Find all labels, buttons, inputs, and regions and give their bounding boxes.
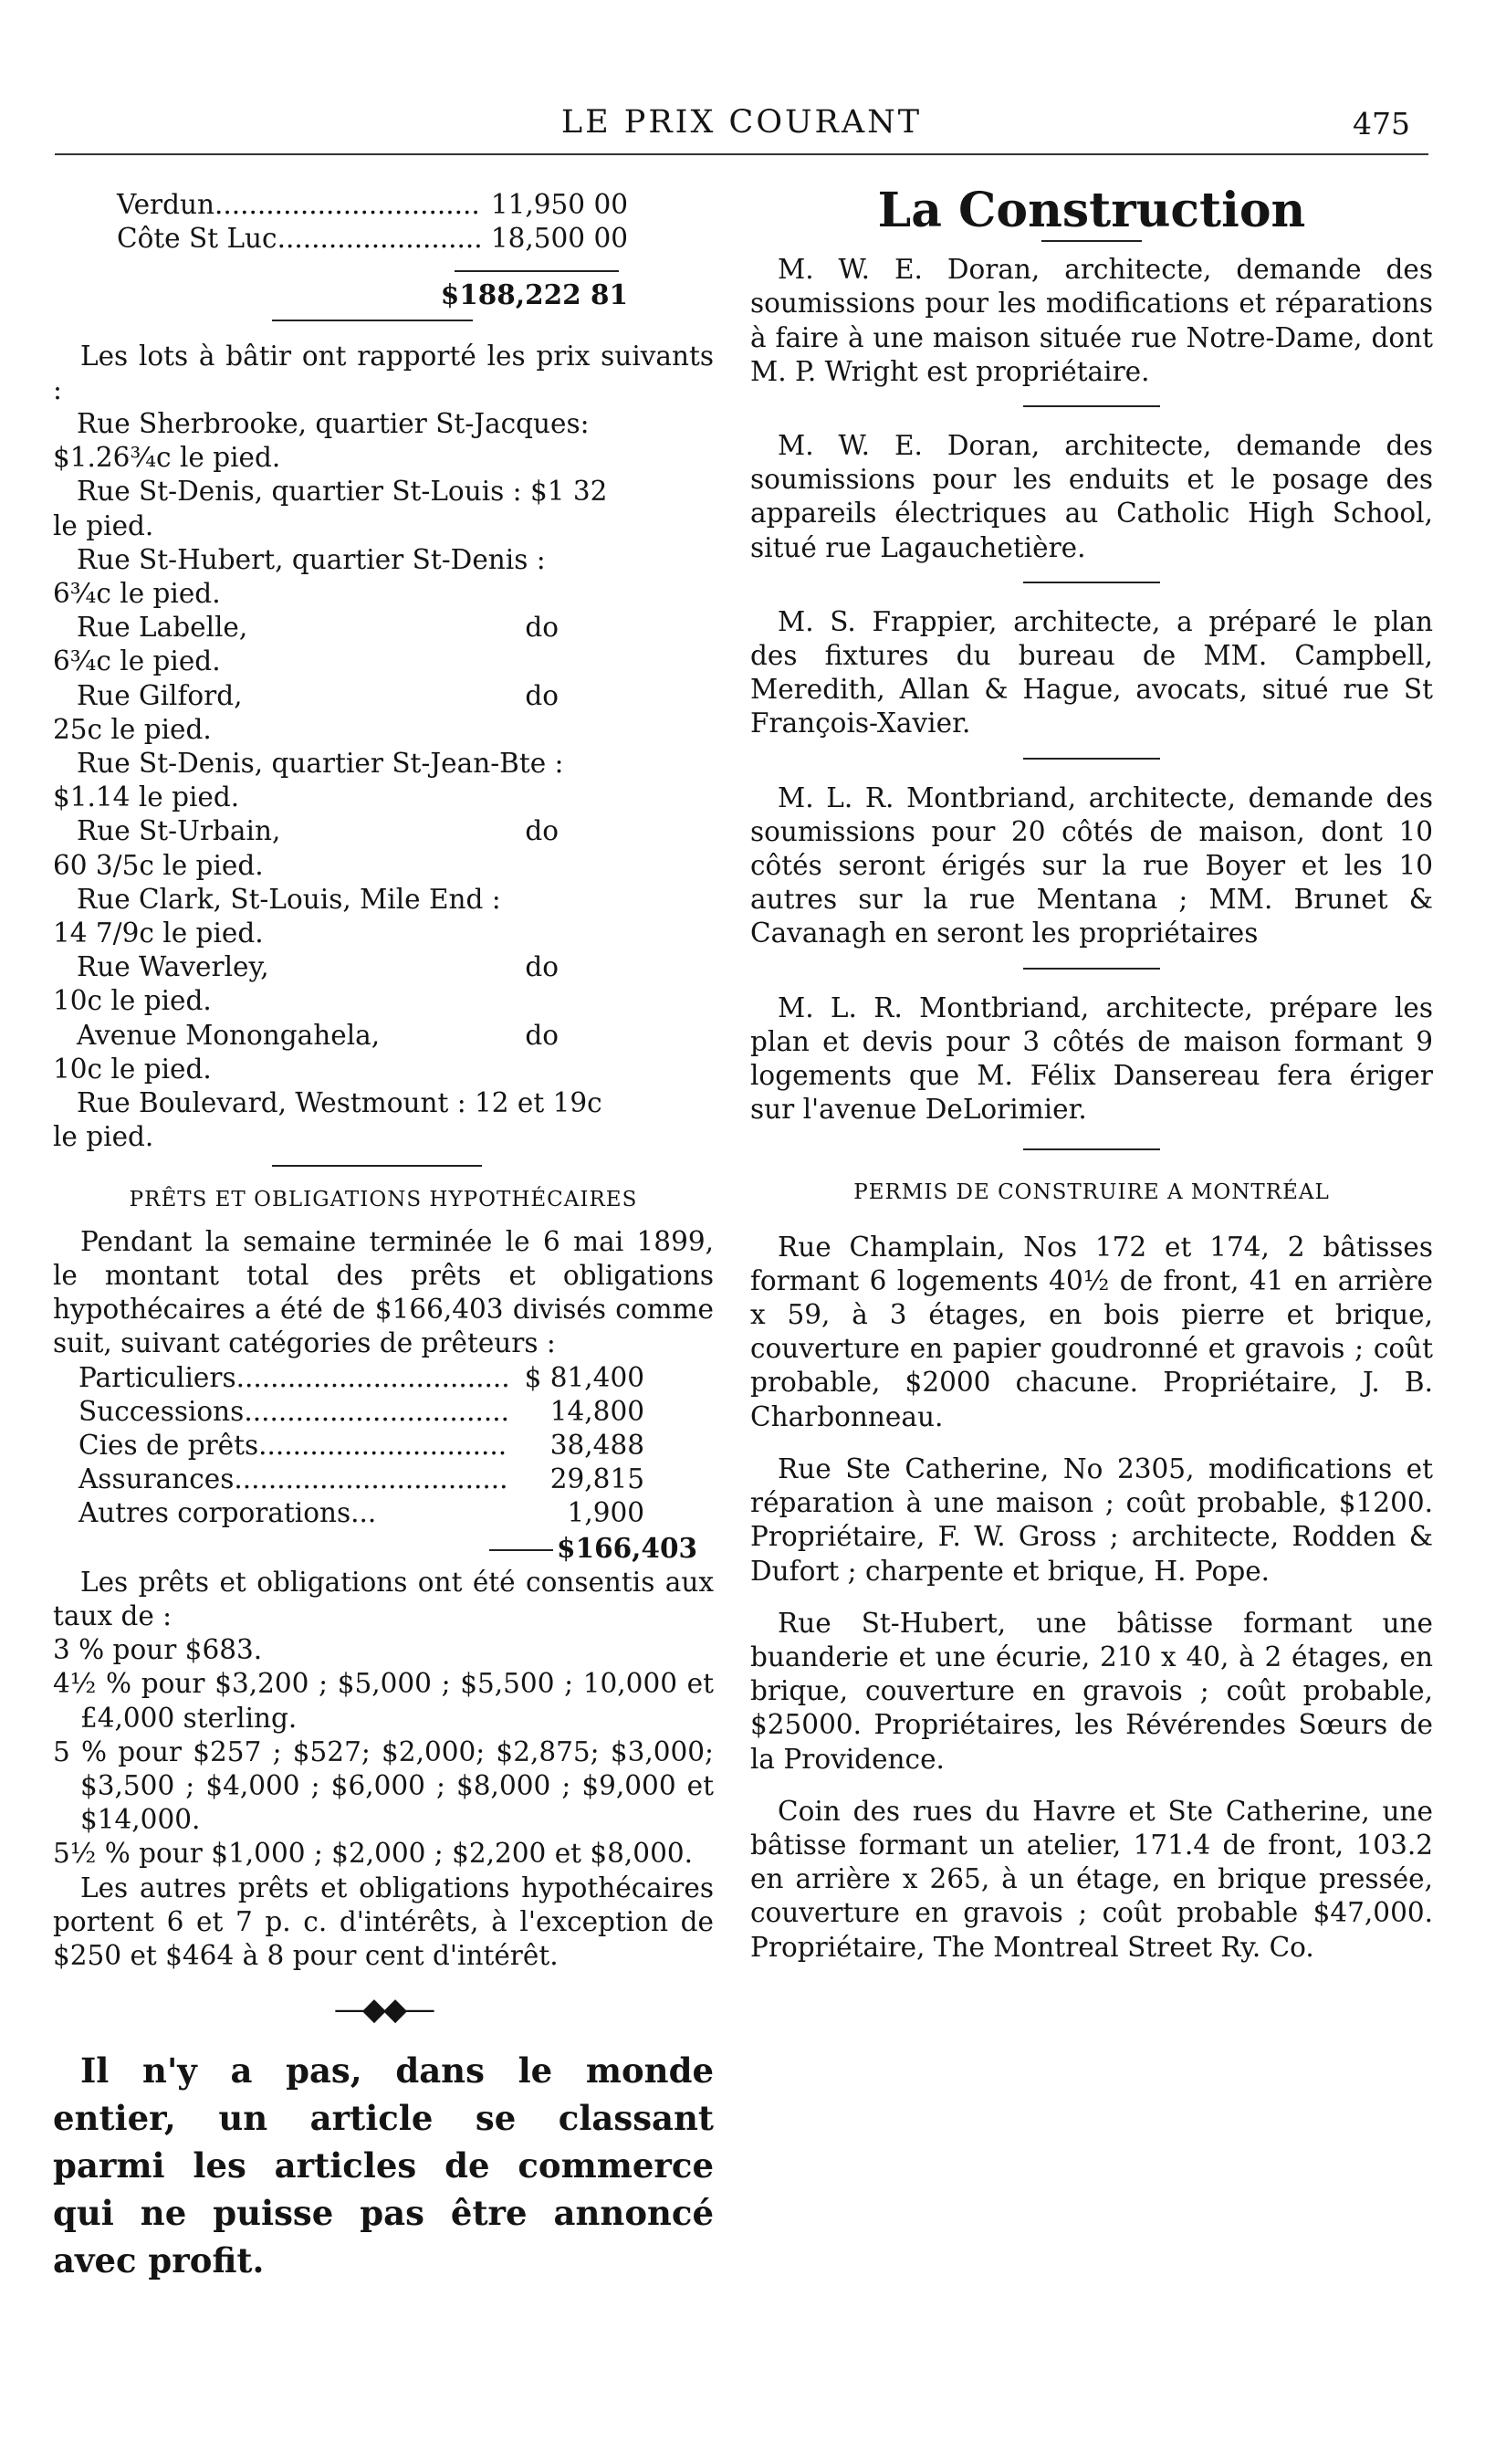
permits-heading: PERMIS DE CONSTRUIRE A MONTRÉAL bbox=[853, 1180, 1330, 1205]
lot-item: Rue Boulevard, Westmount : 12 et 19c bbox=[77, 1087, 602, 1119]
divider bbox=[1041, 240, 1142, 242]
construction-item: M. S. Frappier, architecte, a préparé le plan des fixtures du bureau de MM. Campbell, Meredith, Allan & Hague, avocats, situé rue St François-Xavier. bbox=[750, 605, 1433, 739]
running-title: LE PRIX COURANT bbox=[560, 104, 923, 141]
divider bbox=[1023, 1148, 1160, 1150]
rates-note: Les autres prêts et obligations hypothécaires portent 6 et 7 p. c. d'intérêts, à l'exception de $250 et $464 à 8 pour cent d'intérêt. bbox=[53, 1872, 714, 1971]
lot-item: Rue Sherbrooke, quartier St-Jacques: bbox=[77, 408, 590, 440]
lot-item: Rue Clark, St-Louis, Mile End : bbox=[77, 883, 501, 915]
divider bbox=[272, 1165, 482, 1167]
lot-item: Rue Waverley, do bbox=[77, 951, 559, 983]
lenders-total: $166,403 bbox=[53, 1531, 714, 1566]
construction-item: M. L. R. Montbriand, architecte, prépare les plan et devis pour 3 côtés de maison formant 9 logements que M. Félix Dansereau fera ériger sur l'avenue DeLorimier. bbox=[750, 991, 1433, 1126]
lot-item: Rue St-Denis, quartier St-Louis : $1 32 bbox=[77, 476, 608, 508]
lot-item: Rue St-Hubert, quartier St-Denis : bbox=[77, 543, 546, 575]
lot-item: Rue Labelle, do bbox=[77, 612, 559, 644]
construction-item: M. W. E. Doran, architecte, demande des soumissions pour les enduits et le posage des appareils électriques au Catholic High School, situé rue Lagauchetière. bbox=[750, 430, 1433, 563]
lot-item: Rue Gilford, do bbox=[77, 679, 559, 711]
page-header bbox=[55, 99, 1428, 155]
permit-item: Rue St-Hubert, une bâtisse formant une buanderie et une écurie, 210 x 40, à 2 étages, en brique, couverture en gravois ; coût probable, $25000. Propriétaires, les Révérendes Sœurs de la Providence. bbox=[750, 1607, 1433, 1775]
permit-item: Coin des rues du Havre et Ste Catherine, une bâtisse formant un atelier, 171.4 de front, 103.2 en arrière x 265, à un étage, en brique pressée, couverture en gravois ; coût probable $47,000. Propriétaire, The Montreal Street Ry. Co. bbox=[750, 1795, 1433, 1963]
lender-row: Successions ..... 14,800 bbox=[78, 1395, 672, 1429]
advertising-notice: Il n'y a pas, dans le monde entier, un article se classant parmi les articles de commerce qui ne puisse pas être annoncé avec profit. bbox=[53, 2050, 714, 2281]
sum-rule bbox=[455, 270, 619, 272]
loans-heading: PRÊTS ET OBLIGATIONS HYPOTHÉCAIRES bbox=[129, 1188, 638, 1212]
divider bbox=[1023, 758, 1160, 760]
permit-item: Rue Ste Catherine, No 2305, modifications et réparation à une maison ; coût probable, $1200. Propriétaire, F. W. Gross ; architecte, Rodden & Dufort ; charpente et brique, H. Pope. bbox=[750, 1452, 1433, 1587]
rates-intro: Les prêts et obligations ont été consentis aux taux de : bbox=[53, 1566, 714, 1631]
lender-row: Particuliers ..... $ 81,400 bbox=[78, 1361, 672, 1395]
divider bbox=[1023, 968, 1160, 970]
construction-item: M. W. E. Doran, architecte, demande des soumissions pour les modifications et réparations à faire à une maison située rue Notre-Dame, dont M. P. Wright est propriétaire. bbox=[750, 254, 1433, 387]
loans-intro: Pendant la semaine terminée le 6 mai 1899, le montant total des prêts et obligations hypothécaires a été de $166,403 divisés comme suit, suivant catégories de prêteurs : bbox=[53, 1225, 714, 1359]
construction-item: M. L. R. Montbriand, architecte, demande des soumissions pour 20 côtés de maison, dont 10 côtés seront érigés sur la rue Boyer et les 10 autres sur la rue Mentana ; MM. Brunet & Cavanagh en seront les propriétaires bbox=[750, 781, 1433, 949]
grand-total: $188,222 81 bbox=[440, 278, 628, 311]
total-row-verdun: Verdun ..... 11,950 00 bbox=[117, 188, 628, 222]
rate-item: 4½ % pour $3,200 ; $5,000 ; $5,500 ; 10,000 et £4,000 sterling. bbox=[53, 1668, 714, 1734]
municipal-totals bbox=[53, 188, 628, 312]
total-row-cote-st-luc: Côte St Luc ..... 18,500 00 bbox=[117, 222, 628, 256]
lender-row: Assurances ..... 29,815 bbox=[78, 1463, 672, 1496]
lot-item: Rue St-Urbain, do bbox=[77, 815, 559, 847]
section-title: La Construction bbox=[877, 183, 1306, 238]
rates-list bbox=[53, 1633, 714, 1871]
right-column bbox=[750, 183, 1433, 1965]
lots-intro: Les lots à bâtir ont rapporté les prix suivants : bbox=[53, 340, 714, 405]
page-number: 475 bbox=[1353, 106, 1410, 142]
lot-item: Rue St-Denis, quartier St-Jean-Bte : bbox=[77, 748, 564, 780]
divider bbox=[272, 320, 473, 321]
divider bbox=[1023, 405, 1160, 407]
rate-item: 3 % pour $683. bbox=[53, 1634, 263, 1666]
lot-item: Avenue Monongahela, do bbox=[77, 1019, 559, 1051]
lenders-table bbox=[78, 1361, 672, 1531]
permit-item: Rue Champlain, Nos 172 et 174, 2 bâtisses formant 6 logements 40½ de front, 41 en arrière x 59, à 3 étages, en bois pierre et brique, couverture en papier goudronné et gravois ; coût probable, $2000 chacune. Propriétaire, J. B. Charbonneau. bbox=[750, 1231, 1433, 1432]
rate-item: 5 % pour $257 ; $527; $2,000; $2,875; $3,000; $3,500 ; $4,000 ; $6,000 ; $8,000 ; $9,000 et $14,000. bbox=[53, 1735, 714, 1836]
lender-row: Autres corporations... 1,900 bbox=[78, 1497, 644, 1529]
divider bbox=[1023, 582, 1160, 583]
lender-row: Cies de prêts ..... 38,488 bbox=[78, 1429, 672, 1463]
rate-item: 5½ % pour $1,000 ; $2,000 ; $2,200 et $8,000. bbox=[53, 1838, 693, 1870]
left-column bbox=[53, 188, 714, 2284]
ornament: —◆◆— bbox=[333, 1991, 434, 2029]
lots-list: Rue Sherbrooke, quartier St-Jacques: $1.26¾c le pied. Rue St-Denis, quartier St-Louis : $1 32 le pied. Rue St-Hubert, quartier St-Denis : 6¾c le pied. Rue Labelle, do 6¾c le pied. Rue Gilford, do 25c le pied. Rue St-Denis, quartier St-Jean-Bte : $1.14 le pied. Rue St-Urbain, do 60 3/5c le pied. Rue Clark, St-Louis, Mile End : 14 7/9c le pied. Rue Waverley, do 10c le pied. Avenue Monongahela, do 10c le pied. Rue Boulevard, Westmount : 12 et 19c le pied. bbox=[53, 407, 714, 1154]
